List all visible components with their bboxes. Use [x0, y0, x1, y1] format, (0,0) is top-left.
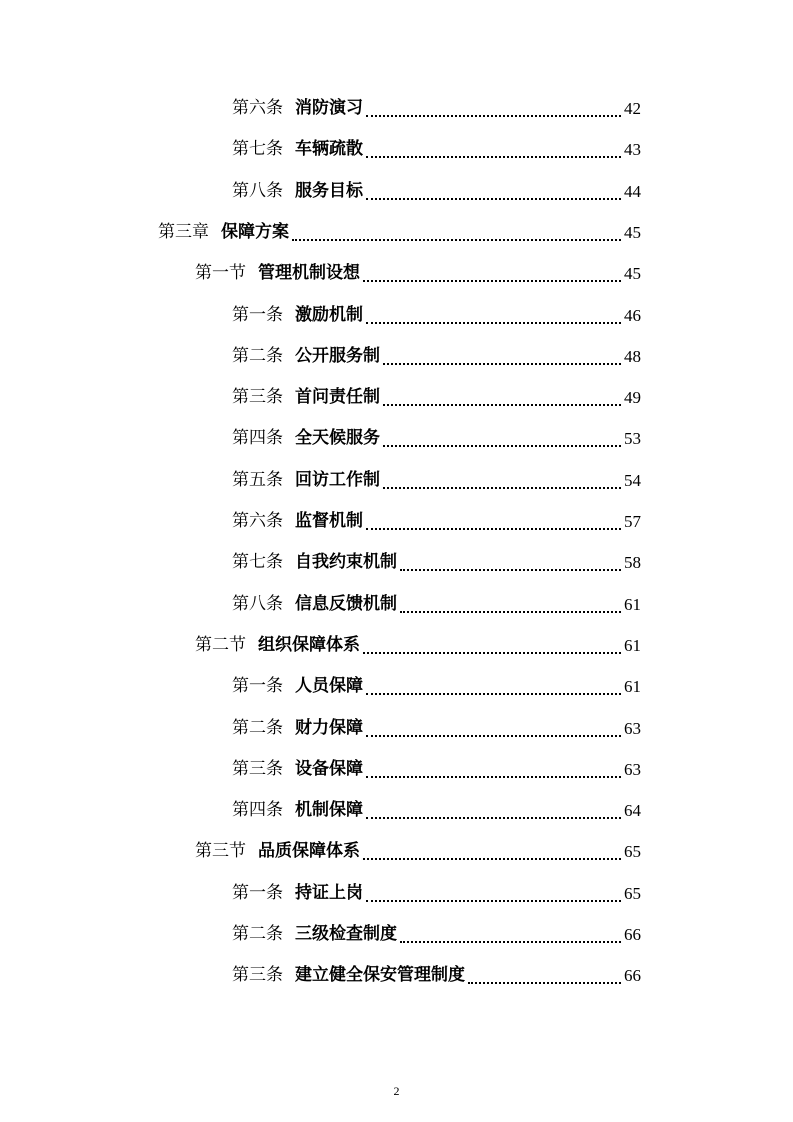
toc-entry-prefix: 第三条	[232, 387, 283, 408]
toc-entry-title: 管理机制设想	[258, 263, 360, 284]
toc-entry-prefix: 第一条	[232, 676, 283, 697]
toc-entry-prefix: 第八条	[232, 593, 283, 614]
toc-entry-title: 公开服务制	[295, 345, 380, 366]
toc-entry-title: 建立健全保安管理制度	[295, 965, 465, 986]
toc-entry-prefix: 第八条	[232, 180, 283, 201]
toc-entry-page-number: 54	[624, 470, 641, 490]
toc-entry-prefix: 第一条	[232, 304, 283, 325]
toc-entry-page-number: 63	[624, 718, 641, 738]
toc-entry-prefix: 第三章	[158, 221, 209, 242]
toc-entry-page-number: 58	[624, 553, 641, 573]
toc-entry-page-number: 49	[624, 388, 641, 408]
toc-entry-title: 全天候服务	[295, 428, 380, 449]
toc-entry-page-number: 46	[624, 305, 641, 325]
toc-dot-leader	[366, 749, 621, 790]
toc-entry-prefix: 第四条	[232, 800, 283, 821]
toc-entry-page-number: 57	[624, 512, 641, 531]
toc-entry-prefix: 第二条	[232, 924, 283, 944]
toc-entry-page-number: 45	[624, 264, 641, 284]
toc-entry-title: 持证上岗	[295, 882, 363, 903]
toc-entry-title: 设备保障	[295, 758, 363, 779]
toc-dot-leader	[383, 418, 621, 459]
toc-entry-article[interactable]	[232, 295, 641, 336]
toc-dot-leader	[363, 625, 621, 666]
toc-entry-page-number: 42	[624, 99, 641, 118]
toc-dot-leader	[366, 666, 621, 707]
toc-entry-title: 机制保障	[295, 800, 363, 821]
toc-entry-prefix: 第三条	[232, 965, 283, 986]
toc-entry-article[interactable]	[232, 377, 641, 418]
toc-entry-page-number: 65	[624, 883, 641, 903]
toc-entry-prefix: 第三条	[232, 758, 283, 779]
toc-entry-article[interactable]	[232, 749, 641, 790]
toc-entry-section[interactable]	[195, 253, 641, 294]
toc-entry-title: 监督机制	[295, 511, 363, 531]
toc-entry-article[interactable]	[232, 873, 641, 914]
toc-dot-leader	[366, 171, 621, 212]
toc-entry-page-number: 53	[624, 429, 641, 449]
toc-entry-article[interactable]	[232, 88, 641, 129]
toc-entry-title: 组织保障体系	[258, 634, 360, 655]
toc-entry-title: 财力保障	[295, 717, 363, 738]
toc-entry-prefix: 第七条	[232, 139, 283, 160]
toc-entry-page-number: 45	[624, 222, 641, 242]
toc-entry-page-number: 44	[624, 181, 641, 201]
toc-entry-prefix: 第六条	[232, 511, 283, 531]
toc-entry-page-number: 48	[624, 346, 641, 366]
toc-dot-leader	[383, 336, 621, 377]
toc-entry-prefix: 第四条	[232, 428, 283, 449]
page-number-footer: 2	[393, 1084, 400, 1098]
toc-entry-page-number: 66	[624, 925, 641, 944]
toc-entry-article[interactable]	[232, 501, 641, 542]
toc-dot-leader	[400, 584, 621, 625]
toc-dot-leader	[400, 542, 621, 583]
toc-dot-leader	[363, 253, 621, 294]
toc-entry-article[interactable]	[232, 336, 641, 377]
toc-entry-article[interactable]	[232, 708, 641, 749]
toc-entry-prefix: 第七条	[232, 552, 283, 573]
toc-entry-page-number: 66	[624, 966, 641, 986]
toc-entry-page-number: 64	[624, 801, 641, 821]
toc-entry-article[interactable]	[232, 460, 641, 501]
toc-entry-chapter[interactable]	[158, 212, 641, 253]
toc-entry-article[interactable]	[232, 171, 641, 212]
toc-entry-title: 激励机制	[295, 304, 363, 325]
toc-dot-leader	[292, 212, 621, 253]
toc-entry-title: 三级检查制度	[295, 924, 397, 944]
toc-entry-prefix: 第二条	[232, 717, 283, 738]
toc-dot-leader	[400, 914, 621, 955]
toc-dot-leader	[366, 790, 621, 831]
toc-entry-article[interactable]	[232, 914, 641, 955]
toc-dot-leader	[366, 129, 621, 170]
toc-entry-title: 人员保障	[295, 676, 363, 697]
toc-entry-title: 保障方案	[221, 221, 289, 242]
toc-dot-leader	[366, 295, 621, 336]
toc-entry-prefix: 第五条	[232, 469, 283, 490]
toc-entry-article[interactable]	[232, 418, 641, 459]
toc-entry-prefix: 第一条	[232, 882, 283, 903]
toc-entry-prefix: 第三节	[195, 841, 246, 862]
toc-entry-page-number: 61	[624, 677, 641, 697]
toc-entry-page-number: 63	[624, 759, 641, 779]
toc-entry-title: 品质保障体系	[258, 841, 360, 862]
toc-entry-title: 消防演习	[295, 98, 363, 118]
toc-entry-prefix: 第二条	[232, 345, 283, 366]
toc-entry-article[interactable]	[232, 955, 641, 996]
toc-dot-leader	[366, 873, 621, 914]
toc-entry-prefix: 第二节	[195, 634, 246, 655]
toc-entry-article[interactable]	[232, 584, 641, 625]
toc-entry-page-number: 43	[624, 140, 641, 160]
toc-entry-section[interactable]	[195, 831, 641, 872]
toc-dot-leader	[383, 460, 621, 501]
toc-entry-page-number: 61	[624, 635, 641, 655]
toc-entry-title: 首问责任制	[295, 387, 380, 408]
toc-dot-leader	[363, 831, 621, 872]
toc-entry-page-number: 65	[624, 842, 641, 862]
toc-dot-leader	[468, 955, 621, 996]
toc-entry-prefix: 第一节	[195, 263, 246, 284]
toc-entry-article[interactable]	[232, 129, 641, 170]
toc-dot-leader	[366, 501, 621, 542]
toc-entry-section[interactable]	[195, 625, 641, 666]
toc-entry-article[interactable]	[232, 542, 641, 583]
toc-entry-page-number: 61	[624, 594, 641, 614]
toc-dot-leader	[383, 377, 621, 418]
toc-entry-prefix: 第六条	[232, 98, 283, 118]
toc-dot-leader	[366, 88, 621, 129]
toc-entry-title: 自我约束机制	[295, 552, 397, 573]
toc-entry-title: 车辆疏散	[295, 139, 363, 160]
toc-entry-title: 回访工作制	[295, 469, 380, 490]
toc-dot-leader	[366, 708, 621, 749]
toc-entry-article[interactable]	[232, 790, 641, 831]
toc-entry-title: 服务目标	[295, 180, 363, 201]
toc-entry-title: 信息反馈机制	[295, 593, 397, 614]
toc-entry-article[interactable]	[232, 666, 641, 707]
